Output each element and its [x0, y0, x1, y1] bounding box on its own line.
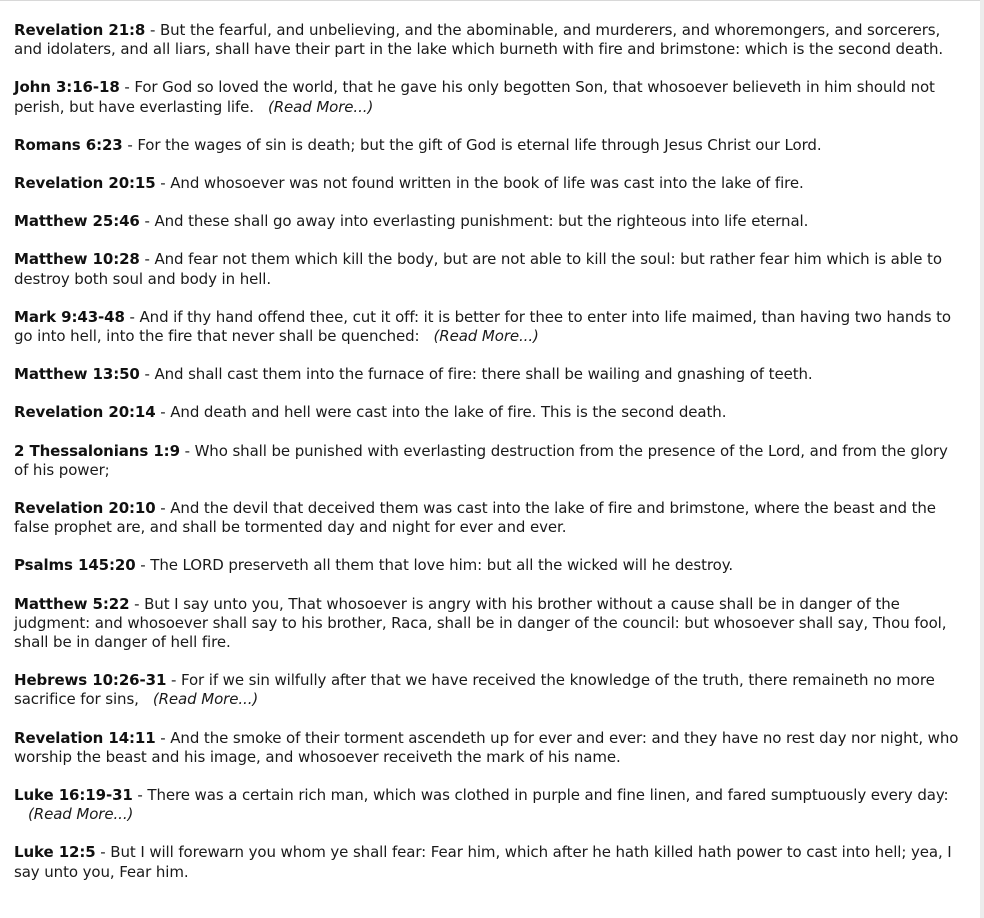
verse-reference[interactable]: Luke 12:5: [14, 843, 96, 862]
read-more-link[interactable]: (Read More...): [267, 97, 374, 116]
verse-item: [14, 843, 966, 881]
verse-text: And the smoke of their torment ascendeth up for ever and ever: and they have no rest day nor night, who worship the beast and his image, and whosoever receiveth the mark of his name.: [14, 728, 959, 766]
verse-item: [14, 78, 966, 116]
verse-text: But I will forewarn you whom ye shall fear: Fear him, which after he hath killed hath power to cast into hell; yea, I say unto you, Fear him.: [14, 843, 952, 881]
verse-separator: -: [119, 78, 135, 97]
verse-reference[interactable]: Revelation 20:14: [14, 403, 156, 422]
verse-reference[interactable]: 2 Thessalonians 1:9: [14, 441, 180, 460]
verse-item: [14, 308, 966, 346]
verse-text: But I say unto you, That whosoever is angry with his brother without a cause shall be in danger of the judgment: and whosoever shall say to his brother, Raca, shall be in danger of the council: but whosoever shall say, Thou fool, shall be in danger of hell fire.: [14, 594, 947, 652]
verse-text: And if thy hand offend thee, cut it off: it is better for thee to enter into life maimed, than having two hands to go into hell, into the fire that never shall be quenched:: [14, 307, 952, 346]
verse-text: There was a certain rich man, which was clothed in purple and fine linen, and fared sumptuously every day:: [147, 786, 949, 805]
verse-separator: -: [95, 843, 111, 862]
verse-text: And the devil that deceived them was cast into the lake of fire and brimstone, where the beast and the false prophet are, and shall be tormented day and night for ever and ever.: [14, 499, 936, 537]
verse-item: [14, 786, 966, 824]
verse-text: And shall cast them into the furnace of fire: there shall be wailing and gnashing of teeth.: [154, 365, 813, 384]
verse-item: [14, 403, 966, 422]
verse-text: But the fearful, and unbelieving, and the abominable, and murderers, and whoremongers, and sorcerers, and idolaters, and all liars, shall have their part in the lake which burneth with fire and brimstone: which is the second death.: [14, 21, 944, 59]
verse-separator: -: [179, 441, 195, 460]
verse-separator: -: [155, 174, 171, 193]
verse-reference[interactable]: Romans 6:23: [14, 135, 123, 154]
verse-item: [14, 671, 966, 709]
verse-item: [14, 442, 966, 480]
verse-reference[interactable]: Hebrews 10:26-31: [14, 671, 167, 690]
verse-text: Who shall be punished with everlasting destruction from the presence of the Lord, and from the glory of his power;: [14, 441, 948, 479]
verse-text: And death and hell were cast into the lake of fire. This is the second death.: [170, 403, 727, 422]
verse-separator: -: [139, 250, 155, 269]
verse-reference[interactable]: Matthew 10:28: [14, 250, 140, 269]
read-more-link[interactable]: (Read More...): [433, 327, 539, 346]
verse-reference[interactable]: John 3:16-18: [14, 78, 120, 97]
verse-item: [14, 250, 966, 288]
read-more-link[interactable]: (Read More...): [28, 805, 134, 824]
verse-reference[interactable]: Matthew 13:50: [14, 365, 140, 384]
verse-text: And these shall go away into everlasting punishment: but the righteous into life eternal.: [154, 212, 809, 231]
verse-reference[interactable]: Revelation 20:10: [14, 499, 156, 518]
verse-item: [14, 729, 966, 767]
scrollbar-edge[interactable]: [980, 0, 984, 918]
verse-separator: -: [135, 556, 151, 575]
verse-separator: -: [139, 365, 155, 384]
verse-separator: -: [132, 786, 148, 805]
top-border: [0, 0, 984, 1]
verse-item: [14, 365, 966, 384]
verse-reference[interactable]: Luke 16:19-31: [14, 786, 133, 805]
read-more-link[interactable]: (Read More...): [152, 690, 259, 709]
verse-separator: -: [139, 212, 155, 231]
verse-separator: -: [155, 728, 171, 747]
verse-separator: -: [166, 671, 181, 690]
verse-text: And whosoever was not found written in the book of life was cast into the lake of fire.: [170, 174, 804, 193]
verse-separator: -: [155, 403, 171, 422]
verse-item: [14, 556, 966, 575]
verse-item: [14, 174, 966, 193]
verse-text: The LORD preserveth all them that love him: but all the wicked will he destroy.: [150, 556, 734, 575]
verse-reference[interactable]: Matthew 5:22: [14, 594, 130, 613]
verse-reference[interactable]: Psalms 145:20: [14, 556, 136, 575]
verse-separator: -: [145, 21, 160, 39]
verse-reference[interactable]: Mark 9:43-48: [14, 307, 125, 326]
verse-text: And fear not them which kill the body, but are not able to kill the soul: but rather fear him which is able to destroy both soul and body in hell.: [14, 250, 942, 288]
verse-separator: -: [129, 594, 145, 613]
verse-item: [14, 212, 966, 231]
verse-reference[interactable]: Revelation 20:15: [14, 174, 156, 193]
verse-text: For if we sin wilfully after that we have received the knowledge of the truth, there remaineth no more sacrifice for sins,: [14, 671, 935, 709]
verse-separator: -: [155, 499, 171, 518]
verse-item: [14, 595, 966, 653]
verse-separator: -: [122, 135, 138, 154]
verse-reference[interactable]: Matthew 25:46: [14, 212, 140, 231]
verse-item: [14, 499, 966, 537]
verse-reference[interactable]: Revelation 21:8: [14, 21, 146, 39]
verse-list: [14, 21, 966, 901]
verse-separator: -: [124, 307, 140, 326]
verse-item: [14, 136, 966, 155]
verse-reference[interactable]: Revelation 14:11: [14, 728, 156, 747]
verse-text: For God so loved the world, that he gave his only begotten Son, that whosoever believeth in him should not perish, but have everlasting life.: [14, 78, 935, 116]
verse-text: For the wages of sin is death; but the gift of God is eternal life through Jesus Christ our Lord.: [137, 135, 822, 154]
verse-item: [14, 21, 966, 59]
